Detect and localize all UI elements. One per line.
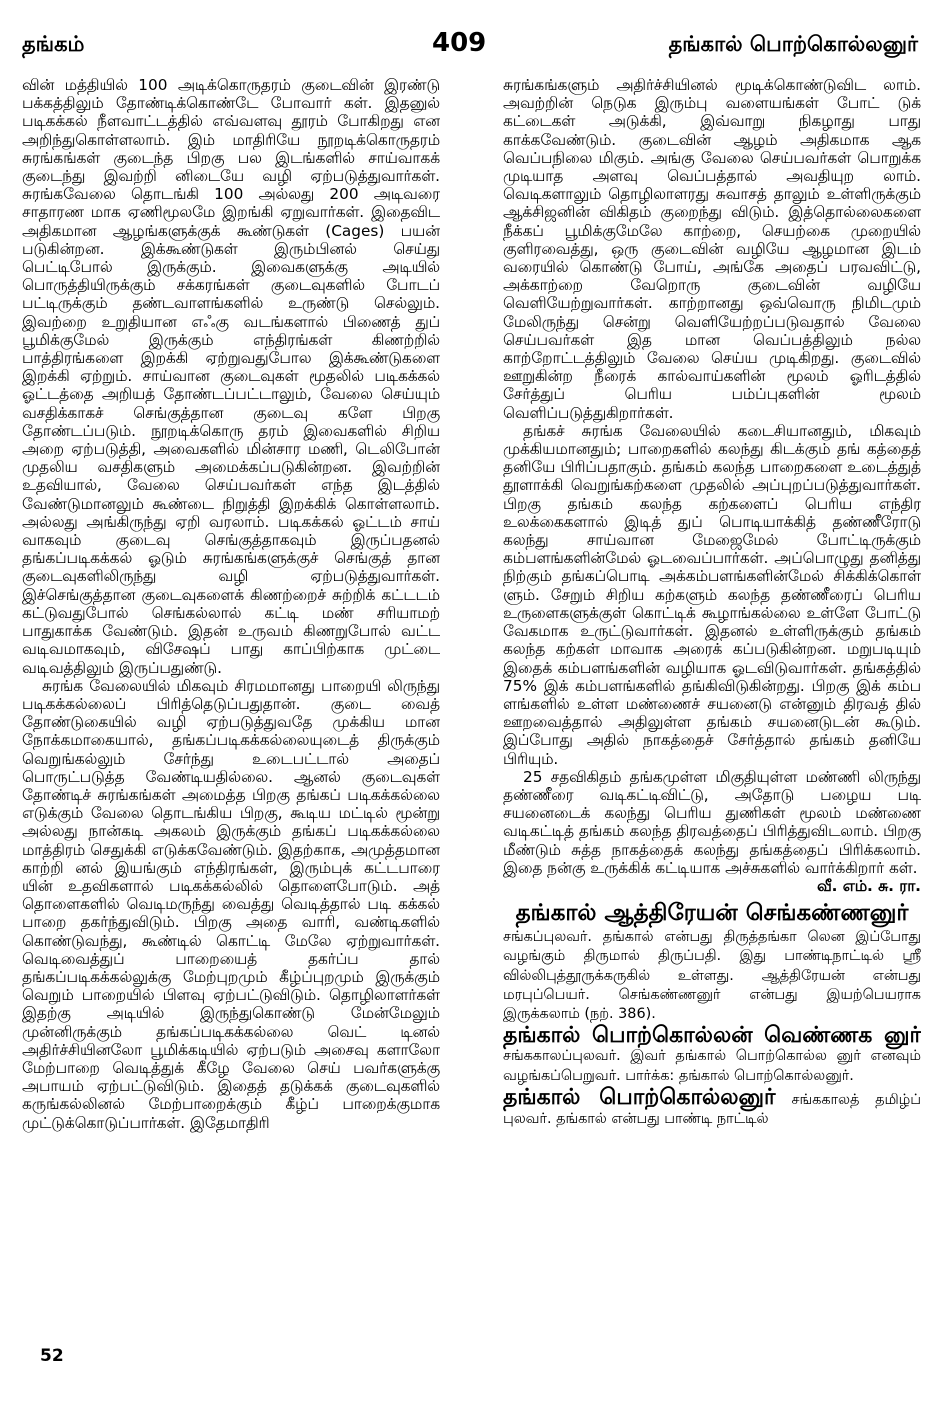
entry-body: சங்கப்புலவர். தங்கால் என்பது திருத்தங்கா லென இப்போது வழங்கும் திருமால் திருப்பதி. இது பாண்டிநாட்டில் ஸ்ரீ வில்லிபுத்தூருக்கருகில் உள்ளது. ஆத்திரேயன் என்பது மரபுப்பெயர். செங்கண்ணனுர் என்பது இயற்பெயராக இருக்கலாம் (நற். 386).: [503, 929, 921, 1022]
author-signature: வீ. எம். சு. ரா.: [817, 876, 921, 895]
entry-title: தங்கால் பொற்கொல்லனுர்: [503, 1084, 776, 1110]
entry-atthireyan: [503, 899, 921, 1023]
entry-porkollanar: [503, 1084, 921, 1128]
paragraph: சுரங்க வேலையில் மிகவும் சிரமமானது பாறையி லிருந்து படிகக்கல்லைப் பிரித்தெடுப்பதுதான். குடை வைத் தோண்டுகையில் வழி ஏற்படுத்துவதே முக்கிய மான நோக்கமாகையால், தங்கப்படிகக்கல்லையுடைத் திருக்கும் வெறுங்கல்லும் சேர்ந்து உடைபட்டால் அதைப் பொருட்படுத்த வேண்டியதில்லை. ஆனல் குடைவுகள் தோண்டிச் சுரங்கங்கள் அமைத்த பிறகு தங்கப் படிகக்கல்லை எடுக்கும் வேலை தொடங்கிய பிறகு, கூடிய மட்டில் மூன்று அல்லது நான்கடி அகலம் இருக்கும் தங்கப் படிகக்கல்லை மாத்திரம் செதுக்கி எடுக்கவேண்டும். இதற்காக, அமுத்தமான காற்றி னல் இயங்கும் எந்திரங்கள், இரும்புக் கட்டபாரை யின் உதவிகளால் படிகக்கல்லில் தொளைபோடும். அத் தொளைகளில் வெடிமருந்து வைத்து வெடித்தால் படி கக்கல் பாறை தகர்ந்துவிடும். பிறகு அதை வாரி, வண்டிகளில் கொண்டுவந்து, கூண்டில் கொட்டி மேலே ஏற்றுவார்கள். வெடிவைத்துப் பாறையைத் தகர்ப்ப தால் தங்கப்படிகக்கல்லுக்கு மேற்புறமும் கீழ்ப்புறமும் இருக்கும் வெறும் பாறையில் பிளவு ஏற்பட்டுவிடும். தொழிலாளர்கள் இதற்கு அடியில் இருந்துகொண்டு மேன்மேலும் முன்னிருக்கும் தங்கப்படிகக்கல்லை வெட் டினல் அதிர்ச்சியினலோ பூமிக்கடியில் ஏற்படும் அசைவு களாலோ மேற்பாறை வெடித்துக் கீழே வேலை செய் பவர்களுக்கு அபாயம் ஏற்பட்டுவிடும். இதைத் தடுக்கக் குடைவுகளில் கருங்கல்லினல் மேற்பாறைக்கும் கீழ்ப் பாறைக்குமாக முட்டுக்கொடுப்பார்கள். இதேமாதிரி: [22, 676, 440, 1132]
paragraph: 25 சதவிகிதம் தங்கமுள்ள மிகுதியுள்ள மண்ணி லிருந்து தண்ணீரை வடிகட்டிவிட்டு, அதோடு பழைய படி சயனைடைக் கலந்து பெரிய துணிகள் மூலம் மண்ணை வடிகட்டித் தங்கம் கலந்த திரவத்தைப் பிரித்துவிடலாம். பிறகு மீண்டும் சுத்த நாகத்தைக் கலந்து தங்கத்தைப் பிரிக்கலாம். இதை நன்கு உருக்கிக் கட்டியாக அச்சுகளில் வார்க்கிறார் கள்.: [503, 767, 921, 877]
header-right-keyword: தங்கால் பொற்கொல்லனுர்: [668, 32, 918, 56]
entry-vennaganar: [503, 1023, 921, 1085]
entry-body: சங்ககாலத் தமிழ்ப் புலவர். தங்கால் என்பது பாண்டி நாட்டில்: [503, 1091, 921, 1127]
right-column: [503, 76, 921, 1341]
page-number: 409: [432, 28, 487, 58]
entry-body: சங்ககாலப்புலவர். இவர் தங்கால் பொற்கொல்ல னுர் எனவும் வழங்கப்பெறுவர். பார்க்க: தங்கால் பொற்கொல்லனுர்.: [503, 1048, 921, 1084]
header-left-keyword: தங்கம்: [22, 32, 85, 56]
paragraph: தங்கச் சுரங்க வேலையில் கடைசியானதும், மிகவும் முக்கியமானதும்; பாறைகளில் கலந்து கிடக்கும் தங் கத்தைத் தனியே பிரிப்பதாகும். தங்கம் கலந்த பாறைகளை உடைத்துத் தூளாக்கி வெறுங்கற்களை முதலில் அப்புறப்படுத்துவார்கள். பிறகு தங்கம் கலந்த கற்களைப் பெரிய எந்திர உலக்கைகளால் இடித் துப் பொடியாக்கித் தண்ணீரோடு கலந்து சாய்வான மேஜைமேல் போட்டிருக்கும் கம்பளங்களின்மேல் ஓடவைப்பார்கள். அப்பொழுது தனித்து நிற்கும் தங்கப்பொடி அக்கம்பளங்களின்மேல் சிக்கிக்கொள் ளும். சேறும் சிறிய கற்களும் கலந்த தண்ணீரைப் பெரிய உருளைகளுக்குள் கொட்டிக் கூழாங்கல்லை உள்ளே போட்டு வேகமாக உருட்டுவார்கள். இதனல் உள்ளிருக்கும் தங்கம் கலந்த கற்கள் மாவாக அரைக் கப்படுகின்றன. மறுபடியும் இதைக் கம்பளங்களின் வழியாக ஓடவிடுவார்கள். தங்கத்தில் 75% இக் கம்பளங்களில் தங்கிவிடுகின்றது. பிறகு இக் கம்ப ளங்களில் உள்ள மண்ணைச் சயனைடு என்னும் திரவத் தில் ஊறவைத்தால் அதிலுள்ள தங்கம் சயனைடுடன் கூடும். இப்போது அதில் நாகத்தைச் சேர்த்தால் தங்கம் தனியே பிரியும்.: [503, 421, 921, 768]
signature-marker: 52: [40, 1346, 64, 1366]
paragraph: சுரங்கங்களும் அதிர்ச்சியினல் மூடிக்கொண்டுவிட லாம். அவற்றின் நெடுக இரும்பு வளையங்கள் போட் டுக் கட்டைகள் அடுக்கி, இவ்வாறு நிகழாது பாது காக்கவேண்டும். குடைவின் ஆழம் அதிகமாக ஆக வெப்பநிலை மிகும். அங்கு வேலை செய்பவர்கள் பொறுக்க முடியாத அளவு வெப்பத்தால் அவதியுற லாம். வெடிகளாலும் தொழிலாளரது சுவாசத் தாலும் உள்ளிருக்கும் ஆக்சிஜனின் விகிதம் குறைந்து விடும். இத்தொல்லைகளை நீக்கப் பூமிக்குமேலே காற்றை, செயற்கை முறையில் குளிரவைத்து, ஒரு குடைவின் வழியே ஆழமான இடம் வரையில் கொண்டு போய், அங்கே அதைப் பரவவிட்டு, அக்காற்றை வேறொரு குடைவின் வழியே வெளியேற்றுவார்கள். காற்றானது ஒவ்வொரு நிமிடமும் மேலிருந்து சென்று வெளியேற்றப்படுவதால் வேலை செய்பவர்கள் இத மான வெப்பத்திலும் நல்ல காற்றோட்டத்திலும் வேலை செய்ய முடிகிறது. குடைவில் ஊறுகின்ற நீரைக் கால்வாய்களின் மூலம் ஓரிடத்தில் சேர்த்துப் பெரிய பம்ப்புகளின் மூலம் வெளிப்படுத்துகிறார்கள்.: [503, 76, 921, 422]
entry-title: தங்கால் ஆத்திரேயன் செங்கண்ணனுர்: [515, 900, 909, 927]
paragraph: வின் மத்தியில் 100 அடிக்கொருதரம் குடைவின் இரண்டு பக்கத்திலும் தோண்டிக்கொண்டே போவார் கள். இதனுல் படிகக்கல் நீளவாட்டத்தில் எவ்வளவு தூரம் போகிறது என அறிந்துகொள்ளலாம். இம் மாதிரியே நூறடிக்கொருதரம் சுரங்கங்கள் குடைந்த பிறகு பல இடங்களில் சாய்வாகக் குடைந்து இவற்றி னிடையே வழி ஏற்படுத்துவார்கள். சுரங்கவேலை தொடங்கி 100 அல்லது 200 அடிவரை சாதாரண மாக ஏணிமூலமே இறங்கி ஏறுவார்கள். இதைவிட அதிகமான ஆழங்களுக்குக் கூண்டுகள் (Cages) பயன் படுகின்றன. இக்கூண்டுகள் இரும்பினல் செய்து பெட்டிபோல் இருக்கும். இவைகளுக்கு அடியில் பொருத்தியிருக்கும் சக்கரங்கள் குடைவுகளில் போடப் பட்டிருக்கும் தண்டவாளங்களில் உருண்டு செல்லும். இவற்றை உறுதியான எஃகு வடங்களால் பிணைத் துப் பூமிக்குமேல் இருக்கும் எந்திரங்கள் கிணற்றில் பாத்திரங்களை இறக்கி ஏற்றுவதுபோல இக்கூண்டுகளை இறக்கி ஏற்றும். சாய்வான குடைவுகள் மூதலில் படிகக்கல் ஓட்டத்தை அறியத் தோண்டப்பட்டாலும், வேலை செய்யும் வசதிக்காகச் செங்குத்தான குடைவு களே பிறகு தோண்டப்படும். நூறடிக்கொரு தரம் இவைகளில் சிறிய அறை ஏற்படுத்தி, அவைகளில் மின்சார மணி, டெலிபோன் முதலிய வசதிகளும் அமைக்கப்படுகின்றன. இவற்றின் உதவியால், வேலை செய்பவர்கள் எந்த இடத்தில் வேண்டுமானலும் கூண்டை நிறுத்தி இறக்கிக் கொள்ளலாம். அல்லது அங்கிருந்து ஏறி வரலாம். படிகக்கல் ஓட்டம் சாய் வாகவும் குடைவு செங்குத்தாகவும் இருப்பதனல் தங்கப்படிகக்கல் ஓடும் சுரங்கங்களுக்குச் செங்குத் தான குடைவுகளிலிருந்து வழி ஏற்படுத்துவார்கள். இச்செங்குத்தான குடைவுகளைக் கிணற்றைச் சுற்றிக் கட்டடம் கட்டுவதுபோல் செங்கல்லால் கட்டி மண் சரியாமற் பாதுகாக்க வேண்டும். இதன் உருவம் கிணறுபோல் வட்ட வடிவமாகவும், விசேஷப் பாது காப்பிற்காக முட்டை வடிவத்திலும் இருப்பதுண்டு.: [22, 76, 440, 677]
running-header: [22, 28, 918, 64]
entry-title: தங்கால் பொற்கொல்லன் வெண்ணக னுர்: [503, 1023, 921, 1049]
left-column: [22, 76, 440, 1341]
